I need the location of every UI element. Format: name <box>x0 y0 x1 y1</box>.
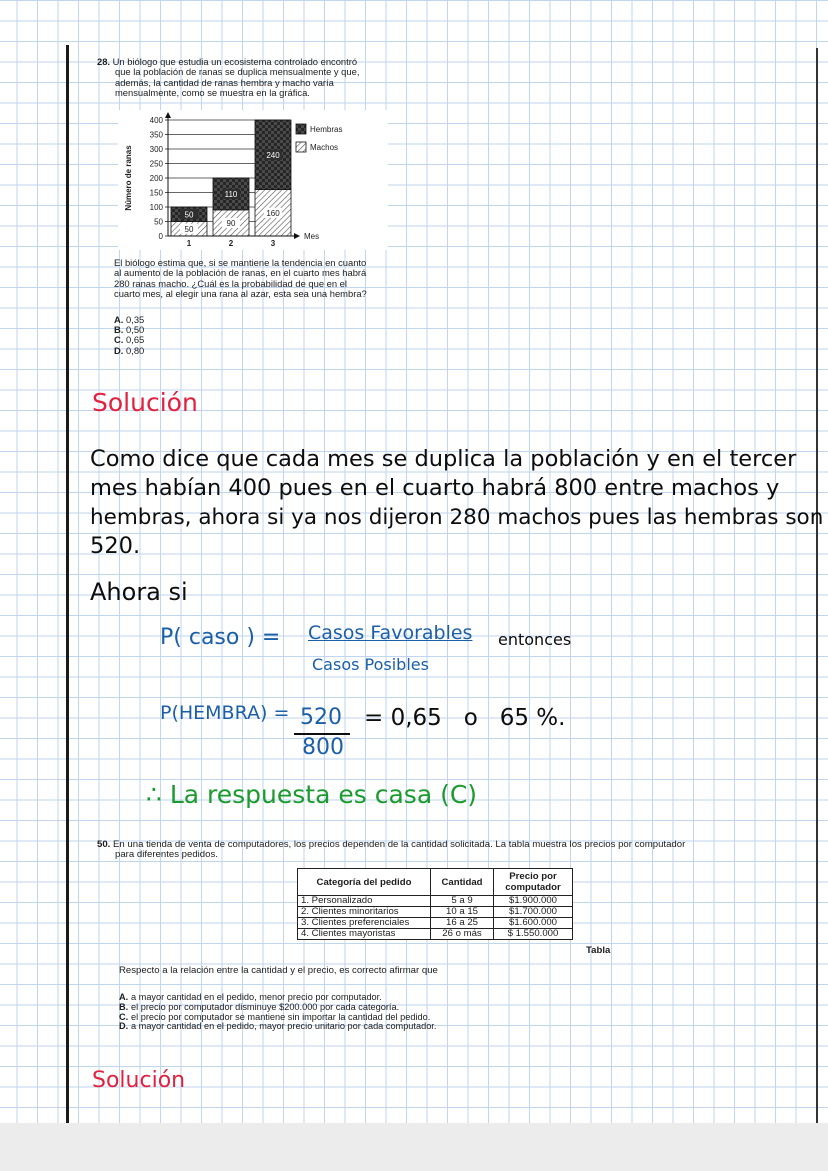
formula-lhs: P( caso ) = <box>160 625 281 650</box>
price-table <box>297 868 573 940</box>
q50-options <box>119 993 436 1032</box>
bar-label: 90 <box>226 218 236 228</box>
table-caption: Tabla <box>586 945 611 956</box>
formula-numerator: Casos Favorables <box>308 622 473 644</box>
formula-denominator: Casos Posibles <box>312 655 429 674</box>
q28-question-line-2: al aumento de la población de ranas, en el cuarto mes habrá <box>114 267 367 279</box>
cell-precio: $ 1.550.000 <box>494 929 573 940</box>
cell-precio: $1.700.000 <box>494 907 573 918</box>
q50-option-c[interactable]: C. el precio por computador se mantiene sin importar la cantidad del pedido. <box>119 1011 431 1022</box>
q28-statement <box>97 57 397 98</box>
q28-options <box>114 315 144 356</box>
table-row <box>298 918 573 929</box>
q28-option-d[interactable]: D. 0,80 <box>114 344 145 356</box>
q28-number: 28. <box>97 56 111 67</box>
x-axis-label: Mes <box>304 232 320 241</box>
p-result: = 0,65 o 65 %. <box>364 705 566 731</box>
q28-line-4: mensualmente, como se muestra en la gráfica. <box>115 86 310 98</box>
table-row <box>298 929 573 940</box>
cell-cantidad: 26 o más <box>431 929 494 940</box>
y-tick-label: 0 <box>158 232 163 241</box>
bar-label: 50 <box>184 210 194 220</box>
solution-1-line-4: 520. <box>90 533 141 559</box>
col-cantidad: Cantidad <box>431 869 494 896</box>
q50-number: 50. <box>97 839 111 850</box>
cell-cantidad: 16 a 25 <box>431 918 494 929</box>
legend-swatch <box>296 142 306 152</box>
table-row <box>298 907 573 918</box>
page-bottom-area <box>0 1123 828 1171</box>
q50-line-2: para diferentes pedidos. <box>115 849 218 861</box>
y-tick-label: 150 <box>149 188 163 198</box>
bar-label: 160 <box>266 208 280 218</box>
col-precio: Precio por computador <box>494 869 573 896</box>
q50-statement <box>97 840 797 861</box>
y-axis-label: Número de ranas <box>124 145 133 211</box>
right-edge-line <box>816 48 818 1123</box>
solution-1-title: Solución <box>92 388 198 417</box>
margin-line <box>66 45 69 1125</box>
q28-line-1: Un biólogo que estudia un ecosistema controlado encontró <box>112 56 358 67</box>
cell-categoria: 3. Clientes preferenciales <box>298 918 431 929</box>
y-tick-label: 350 <box>149 130 163 140</box>
bar-label: 50 <box>184 224 194 234</box>
q28-line-3: además, la cantidad de ranas hembra y macho varía <box>115 76 334 88</box>
legend-label: Hembras <box>310 125 343 134</box>
y-tick-label: 200 <box>149 174 163 183</box>
p-denominator: 800 <box>302 735 344 760</box>
p-numerator: 520 <box>300 705 342 730</box>
y-tick-label: 400 <box>149 116 163 125</box>
legend-label: Machos <box>310 143 339 152</box>
cell-categoria: 4. Clientes mayoristas <box>298 929 431 940</box>
solution-1-line-2: mes habían 400 pues en el cuarto habrá 800 entre machos y <box>90 475 780 501</box>
ahora-si: Ahora si <box>90 578 188 606</box>
col-categoria: Categoría del pedido <box>298 869 431 896</box>
cell-precio: $1.600.000 <box>494 918 573 929</box>
q28-question-line-4: cuarto mes, al elegir una rana al azar, esta sea una hembra? <box>114 287 367 299</box>
y-tick-label: 50 <box>154 217 163 227</box>
legend-swatch <box>296 124 306 134</box>
q50-option-b[interactable]: B. el precio por computador disminuye $200.000 por cada categoría. <box>119 1001 400 1012</box>
q28-option-b[interactable]: B. 0,50 <box>114 324 145 336</box>
q28-line-2: que la población de ranas se duplica mensualmente y que, <box>115 66 360 78</box>
q28-option-a[interactable]: A. 0,35 <box>114 314 145 325</box>
p-hembra-lhs: P(HEMBRA) = <box>160 702 290 724</box>
x-tick-label: 1 <box>186 239 192 248</box>
conclusion: ∴ La respuesta es casa (C) <box>146 780 478 809</box>
x-tick-label: 2 <box>228 239 234 248</box>
q50-option-d[interactable]: D. a mayor cantidad en el pedido, mayor precio unitario por cada computador. <box>119 1021 437 1032</box>
cell-precio: $1.900.000 <box>494 896 573 907</box>
cell-categoria: 1. Personalizado <box>298 896 431 907</box>
x-tick-label: 3 <box>270 239 276 248</box>
y-tick-label: 100 <box>149 203 163 212</box>
cell-cantidad: 5 a 9 <box>431 896 494 907</box>
table-header-row <box>298 869 573 896</box>
solution-1-line-3: hembras, ahora si ya nos dijeron 280 machos pues las hembras son <box>90 505 824 530</box>
bar-label: 110 <box>224 189 238 199</box>
solution-1-line-1: Como dice que cada mes se duplica la población y en el tercer <box>90 446 797 472</box>
solution-1-paragraph <box>90 445 823 561</box>
q50-question: Respecto a la relación entre la cantidad y el precio, es correcto afirmar que <box>119 965 438 976</box>
y-tick-label: 300 <box>149 145 163 154</box>
q28-question-line-1: El biólogo estima que, si se mantiene la tendencia en cuanto <box>114 257 367 268</box>
frog-population-chart <box>118 110 388 250</box>
q28-question <box>114 258 404 299</box>
cell-categoria: 2. Clientes minoritarios <box>298 907 431 918</box>
y-tick-label: 250 <box>149 159 163 169</box>
q50-option-a[interactable]: A. a mayor cantidad en el pedido, menor precio por computador. <box>119 992 382 1002</box>
q28-question-line-3: 280 ranas macho. ¿Cuál es la probabilidad de que en el <box>114 277 347 289</box>
table-row <box>298 896 573 907</box>
q50-line-1: En una tienda de venta de computadores, los precios dependen de la cantidad solicitada. La tabla muestra los precios por computador <box>113 839 686 850</box>
formula-entonces: entonces <box>498 630 572 649</box>
bar-label: 240 <box>266 150 280 160</box>
q28-option-c[interactable]: C. 0,65 <box>114 334 145 346</box>
solution-2-title: Solución <box>92 1068 186 1093</box>
cell-cantidad: 10 a 15 <box>431 907 494 918</box>
